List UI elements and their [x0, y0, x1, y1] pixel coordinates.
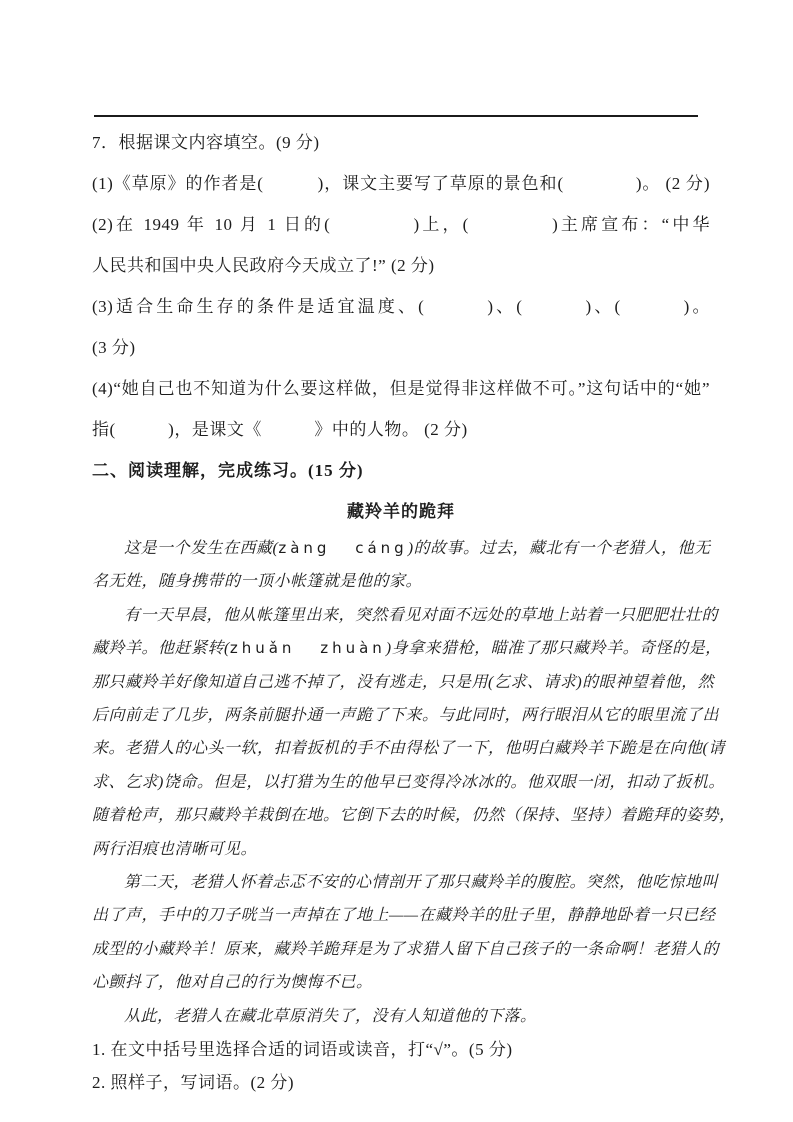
passage-line: 随着枪声，那只藏羚羊栽倒在地。它倒下去的时候，仍然（保持、坚持）着跪拜的姿势， [92, 807, 736, 825]
question-7-header: 7．根据课文内容填空。(9 分) [92, 133, 320, 152]
question-7-item-2: (2)在 1949 年 10 月 1 日的( )上，( )主席宣布：“中华 [92, 215, 710, 234]
question-7-item-3-score: (3 分) [92, 338, 136, 357]
passage-line [92, 632, 722, 665]
passage-line: 成型的小藏羚羊！原来，藏羚羊跪拜是为了求猎人留下自己孩子的一条命啊！老猎人的 [92, 940, 720, 958]
passage-text: )身拿来猎枪，瞄准了那只藏羚羊。奇怪的是， [385, 640, 722, 658]
question-7-item-4: (4)“她自己也不知道为什么要这样做，但是觉得非这样做不可。”这句话中的“她” [92, 379, 710, 398]
question-7-item-2-continued: 人民共和国中央人民政府今天成立了!” (2 分) [92, 256, 435, 275]
passage-line: 那只藏羚羊好像知道自己逃不掉了，没有逃走，只是用(乞求、请求)的眼神望着他，然 [92, 673, 715, 691]
passage-line: 有一天早晨，他从帐篷里出来，突然看见对面不远处的草地上站着一只肥肥壮壮的 [124, 606, 719, 624]
question-7-item-4-continued: 指( )，是课文《 》中的人物。 (2 分) [92, 420, 468, 439]
passage-line: 两行泪痕也清晰可见。 [92, 840, 258, 858]
question-7-block [92, 122, 710, 450]
passage-line [92, 532, 710, 565]
passage-question-1: 1. 在文中括号里选择合适的词语或读音，打“√”。(5 分) [92, 1040, 513, 1060]
passage-line: 从此，老猎人在藏北草原消失了，没有人知道他的下落。 [124, 1007, 537, 1025]
section-divider-line [94, 115, 698, 117]
passage-line: 求、乞求)饶命。但是，以打猎为生的他早已变得冷冰冰的。他双眼一闭，扣动了扳机。 [92, 773, 725, 791]
passage-line: 第二天，老猎人怀着忐忑不安的心情剖开了那只藏羚羊的腹腔。突然，他吃惊地叫 [124, 874, 719, 892]
page-content [92, 0, 736, 1099]
reading-passage [92, 532, 736, 1033]
passage-title: 藏羚羊的跪拜 [347, 502, 455, 521]
passage-questions-block [92, 1033, 710, 1099]
passage-line: 出了声，手中的刀子咣当一声掉在了地上——在藏羚羊的肚子里，静静地卧着一只已经 [92, 907, 716, 925]
passage-text: 藏羚羊。他赶紧转( [92, 640, 230, 658]
passage-text: )的故事。过去，藏北有一个老猎人，他无 [407, 540, 711, 557]
question-7-item-3: (3)适合生命生存的条件是适宜温度、( )、( )、( )。 [92, 297, 710, 316]
pinyin-text: zàng cáng [278, 539, 408, 557]
passage-line: 来。老猎人的心头一软，扣着扳机的手不由得松了一下，他明白藏羚羊下跪是在向他(请 [92, 740, 725, 758]
section-2-heading: 二、阅读理解，完成练习。(15 分) [92, 461, 364, 480]
passage-question-2: 2. 照样子，写词语。(2 分) [92, 1073, 295, 1093]
passage-line: 名无姓，随身携带的一顶小帐篷就是他的家。 [92, 573, 423, 591]
pinyin-text: zhuǎn zhuàn [229, 639, 386, 658]
passage-line: 心颤抖了，他对自己的行为懊悔不已。 [92, 974, 373, 992]
passage-text: 这是一个发生在西藏( [124, 540, 279, 557]
question-7-item-1: (1)《草原》的作者是( )，课文主要写了草原的景色和( )。 (2 分) [92, 174, 710, 193]
passage-line: 后向前走了几步，两条前腿扑通一声跪了下来。与此同时，两行眼泪从它的眼里流了出 [92, 707, 720, 725]
